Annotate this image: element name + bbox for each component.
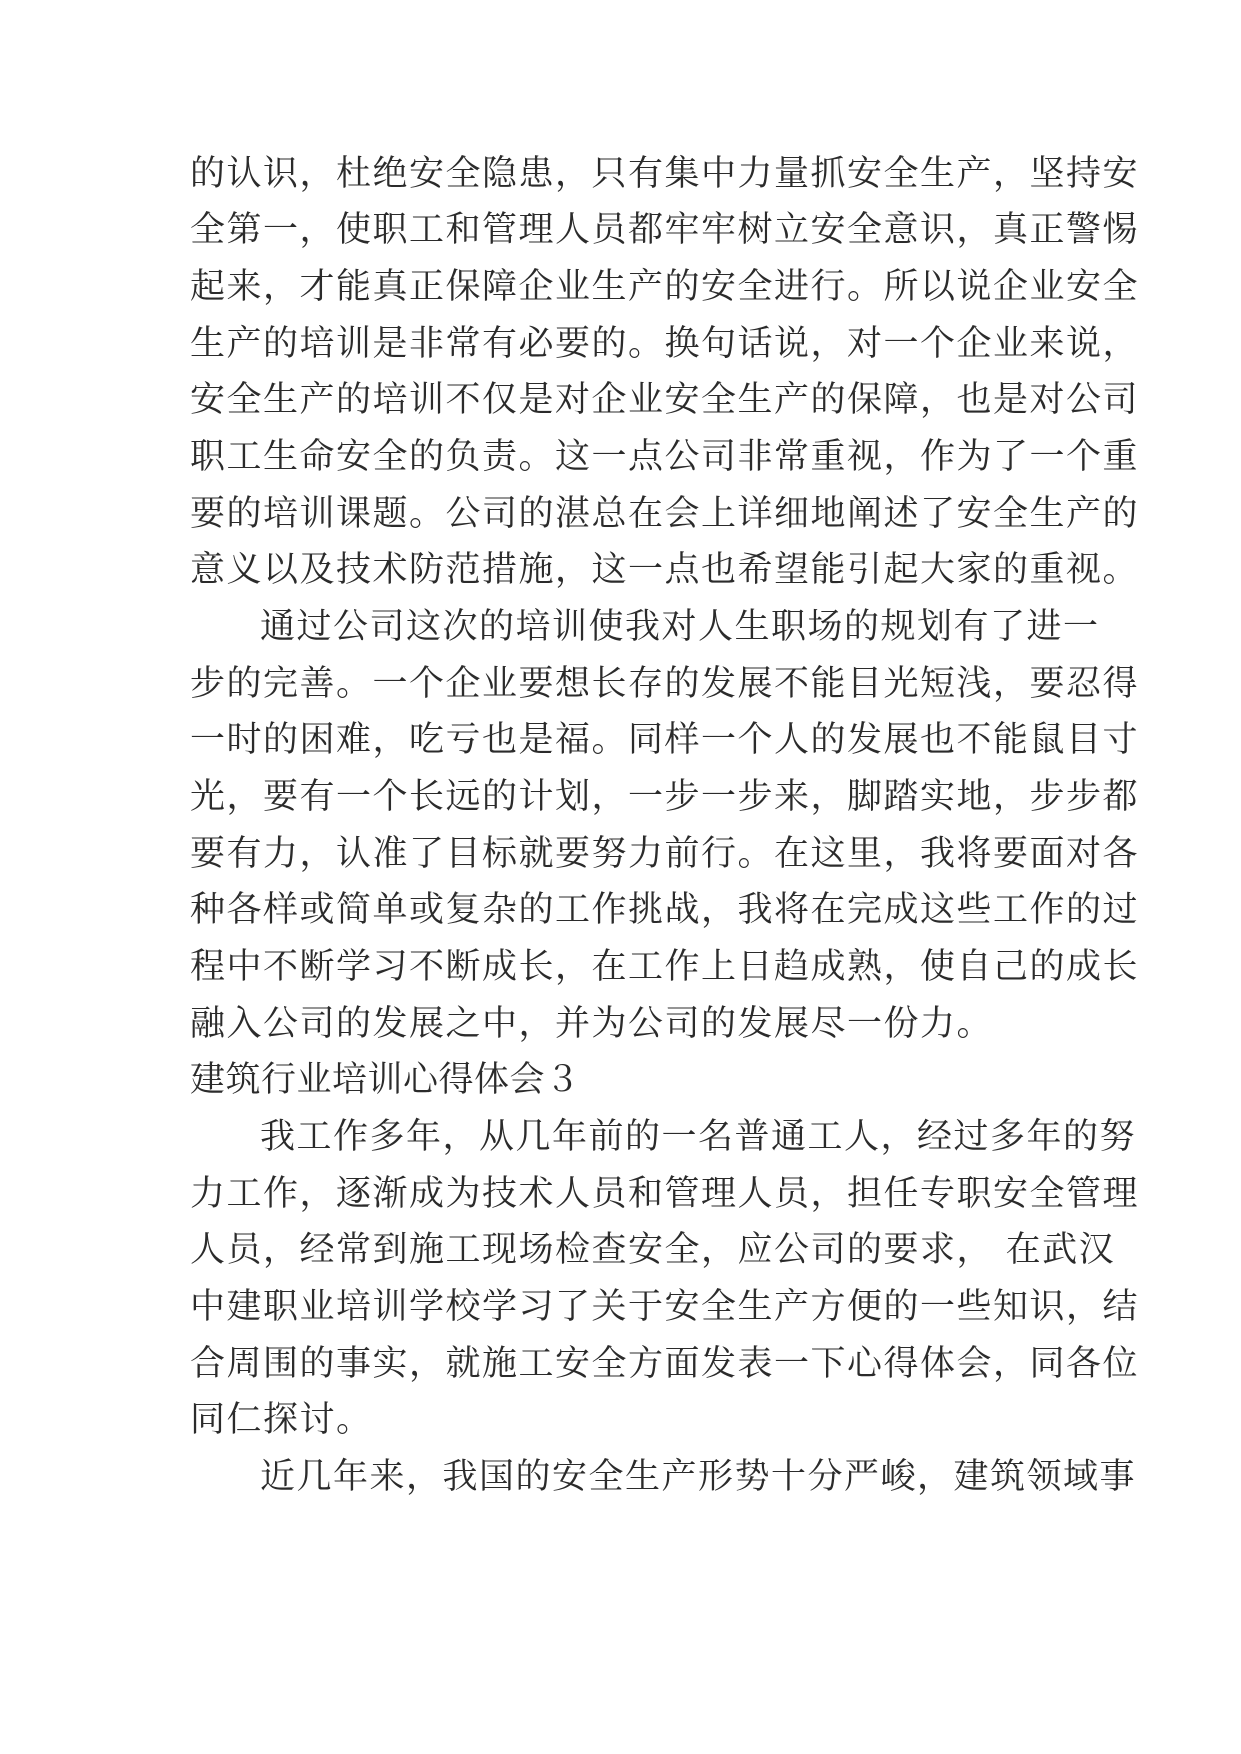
text-line: 中建职业培训学校学习了关于安全生产方便的一些知识，结 <box>190 1287 1140 1327</box>
text-line: 同仁探讨。 <box>190 1400 373 1440</box>
text-line: 步的完善。一个企业要想长存的发展不能目光短浅，要忍得 <box>190 664 1140 704</box>
text-line: 生产的培训是非常有必要的。换句话说，对一个企业来说， <box>190 324 1140 364</box>
paragraph-start-line: 我工作多年，从几年前的一名普通工人，经过多年的努 <box>260 1117 1137 1157</box>
text-line: 起来，才能真正保障企业生产的安全进行。所以说企业安全 <box>190 267 1140 307</box>
text-line: 人员，经常到施工现场检查安全，应公司的要求， 在武汉 <box>190 1230 1116 1270</box>
text-line: 力工作，逐渐成为技术人员和管理人员，担任专职安全管理 <box>190 1174 1140 1214</box>
paragraph-start-line: 通过公司这次的培训使我对人生职场的规划有了进一 <box>260 607 1100 647</box>
paragraph-start-line: 近几年来，我国的安全生产形势十分严峻，建筑领域事 <box>260 1457 1137 1497</box>
text-line: 光，要有一个长远的计划，一步一步来，脚踏实地，步步都 <box>190 777 1140 817</box>
text-line: 一时的困难，吃亏也是福。同样一个人的发展也不能鼠目寸 <box>190 720 1140 760</box>
text-line: 职工生命安全的负责。这一点公司非常重视，作为了一个重 <box>190 437 1140 477</box>
text-line: 程中不断学习不断成长，在工作上日趋成熟，使自己的成长 <box>190 947 1140 987</box>
text-line: 意义以及技术防范措施，这一点也希望能引起大家的重视。 <box>190 550 1140 590</box>
section-heading: 建筑行业培训心得体会３ <box>190 1060 581 1100</box>
text-line: 安全生产的培训不仅是对企业安全生产的保障，也是对公司 <box>190 380 1140 420</box>
text-line: 的认识，杜绝安全隐患，只有集中力量抓安全生产，坚持安 <box>190 154 1140 194</box>
text-line: 全第一，使职工和管理人员都牢牢树立安全意识，真正警惕 <box>190 210 1140 250</box>
text-line: 种各样或简单或复杂的工作挑战，我将在完成这些工作的过 <box>190 890 1140 930</box>
text-line: 融入公司的发展之中，并为公司的发展尽一份力。 <box>190 1004 994 1044</box>
text-line: 合周围的事实，就施工安全方面发表一下心得体会，同各位 <box>190 1344 1140 1384</box>
text-line: 要的培训课题。公司的湛总在会上详细地阐述了安全生产的 <box>190 494 1140 534</box>
text-line: 要有力，认准了目标就要努力前行。在这里，我将要面对各 <box>190 834 1140 874</box>
